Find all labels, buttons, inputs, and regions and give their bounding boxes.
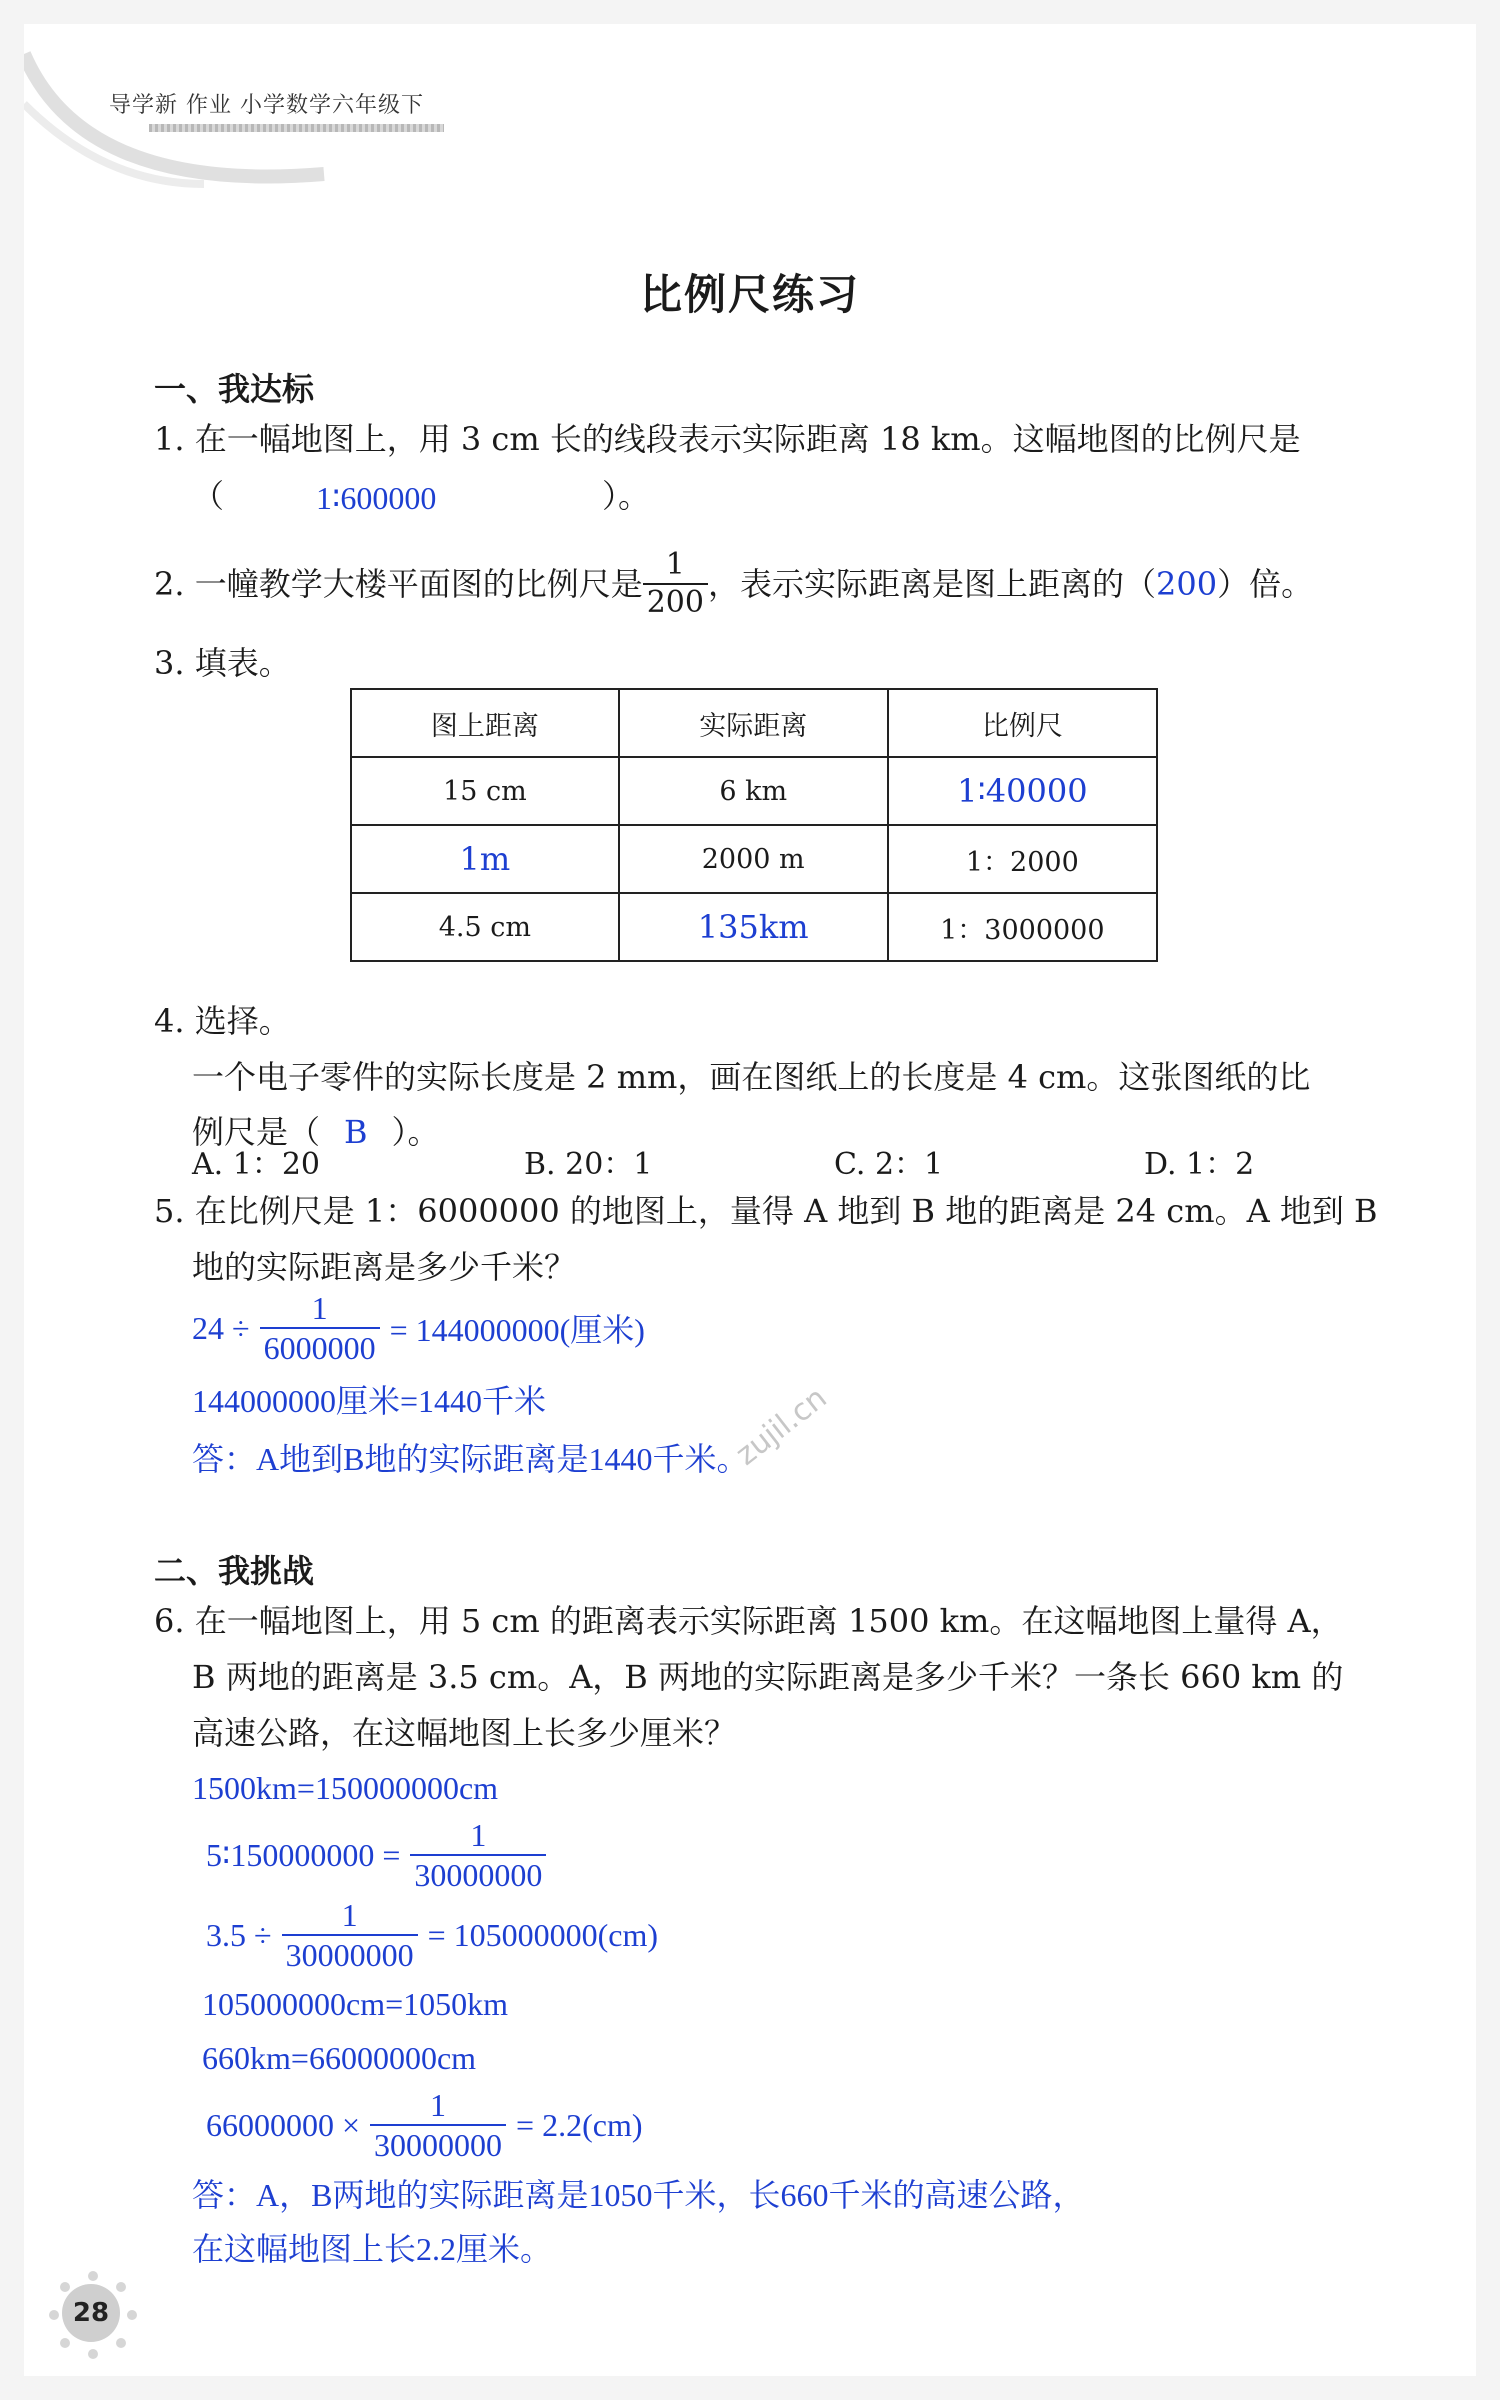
q6-line1: 6. 在一幅地图上，用 5 cm 的距离表示实际距离 1500 km。在这幅地图上量得 A， xyxy=(154,1602,1343,1640)
watermark: zujil.cn xyxy=(729,1380,834,1473)
q5-fraction xyxy=(260,1292,380,1364)
q6-line2: B 两地的距离是 3.5 cm。A，B 两地的实际距离是多少千米？一条长 660 km 的 xyxy=(192,1658,1344,1696)
q1-open-paren: （ xyxy=(192,477,225,515)
table-header-row xyxy=(351,689,1157,757)
q5-step1-prefix: 24 ÷ xyxy=(192,1309,250,1346)
table-cell: 2000 m xyxy=(619,825,888,893)
q6-answer-line1: 答：A，B两地的实际距离是1050千米，长660千米的高速公路， xyxy=(192,2177,1085,2213)
q6-step6-result: = 2.2(cm) xyxy=(516,2106,643,2143)
table-cell: 1：2000 xyxy=(888,825,1157,893)
q2-fraction xyxy=(643,547,708,620)
q6-step5: 660km=66000000cm xyxy=(202,2040,477,2076)
q6-step3-numerator: 1 xyxy=(341,1897,358,1933)
q6-step3 xyxy=(206,1894,658,1976)
table-cell: 1：3000000 xyxy=(888,893,1157,961)
q1-close-paren: ）。 xyxy=(602,477,651,515)
q6-step6-prefix: 66000000 × xyxy=(206,2106,361,2143)
q2-answer: 200 xyxy=(1156,565,1218,603)
q2-suffix: ）倍。 xyxy=(1217,565,1314,603)
q5-answer: 答：A地到B地的实际距离是1440千米。 xyxy=(192,1441,749,1477)
q4-line2-suffix: ）。 xyxy=(391,1113,440,1151)
table-header-cell: 比例尺 xyxy=(888,689,1157,757)
q3-label: 3. 填表。 xyxy=(154,644,291,682)
section-heading-1: 一、我达标 xyxy=(154,370,315,408)
q4-option-c: C. 2：1 xyxy=(834,1147,944,1182)
q6-answer-line2: 在这幅地图上长2.2厘米。 xyxy=(192,2231,553,2267)
table-header-cell: 实际距离 xyxy=(619,689,888,757)
page-number-badge xyxy=(48,2270,138,2360)
q5-step1 xyxy=(192,1288,645,1368)
q4-label: 4. 选择。 xyxy=(154,1002,291,1040)
q2-prefix: 2. 一幢教学大楼平面图的比例尺是 xyxy=(154,565,643,603)
q4-option-b: B. 20：1 xyxy=(524,1147,653,1182)
header-text: 导学新 作业 小学数学六年级下 xyxy=(109,93,424,118)
q6-step2-prefix: 5∶150000000 = xyxy=(206,1837,401,1873)
q2-fraction-numerator: 1 xyxy=(665,547,685,582)
table-cell: 15 cm xyxy=(351,757,619,825)
q6-step6-numerator: 1 xyxy=(430,2087,447,2123)
q4-line2-prefix: 例尺是（ xyxy=(192,1113,321,1151)
scale-table xyxy=(350,688,1158,962)
table-answer-cell: 1∶40000 xyxy=(888,757,1157,825)
worksheet-page xyxy=(24,24,1476,2376)
table-answer-cell: 135km xyxy=(619,893,888,961)
q5-fraction-numerator: 1 xyxy=(311,1290,328,1326)
q4-answer: B xyxy=(344,1113,368,1151)
q2-middle: ，表示实际距离是图上距离的（ xyxy=(707,565,1156,603)
table-cell: 4.5 cm xyxy=(351,893,619,961)
q6-line3: 高速公路，在这幅地图上长多少厘米？ xyxy=(192,1714,737,1752)
q6-step1: 1500km=150000000cm xyxy=(192,1770,499,1806)
table-row xyxy=(351,893,1157,961)
q6-step3-denominator: 30000000 xyxy=(282,1934,418,1971)
q4-option-a: A. 1：20 xyxy=(192,1147,320,1182)
q6-step6-fraction xyxy=(370,2089,506,2161)
q6-step2-numerator: 1 xyxy=(470,1817,487,1853)
table-row xyxy=(351,825,1157,893)
page-header xyxy=(24,24,724,224)
q5-step1-result: = 144000000(厘米) xyxy=(389,1312,645,1348)
section-heading-2: 二、我挑战 xyxy=(154,1552,315,1590)
table-header-cell: 图上距离 xyxy=(351,689,619,757)
q4-option-d: D. 1：2 xyxy=(1144,1147,1255,1182)
table-cell: 6 km xyxy=(619,757,888,825)
q1-text: 1. 在一幅地图上，用 3 cm 长的线段表示实际距离 18 km。这幅地图的比例尺是 xyxy=(154,420,1301,458)
q6-step4: 105000000cm=1050km xyxy=(202,1986,509,2022)
q6-step6-denominator: 30000000 xyxy=(370,2124,506,2161)
q2-line xyxy=(154,544,1313,624)
q5-fraction-denominator: 6000000 xyxy=(260,1327,380,1364)
page-title: 比例尺练习 xyxy=(639,270,860,319)
q2-fraction-denominator: 200 xyxy=(643,583,708,618)
q6-step6 xyxy=(206,2084,643,2166)
q6-step2-fraction xyxy=(410,1819,546,1891)
table-answer-cell: 1m xyxy=(351,825,619,893)
q5-line2: 地的实际距离是多少千米？ xyxy=(192,1248,577,1286)
q6-step3-prefix: 3.5 ÷ xyxy=(206,1916,272,1953)
q6-step2 xyxy=(206,1814,546,1896)
q6-step3-fraction xyxy=(282,1899,418,1971)
q5-line1: 5. 在比例尺是 1：6000000 的地图上，量得 A 地到 B 地的距离是 24 cm。A 地到 B xyxy=(154,1192,1378,1230)
table-row xyxy=(351,757,1157,825)
q5-step2: 144000000厘米=1440千米 xyxy=(192,1383,547,1419)
q1-answer: 1∶600000 xyxy=(316,480,437,516)
header-bar xyxy=(149,124,444,132)
page-number: 28 xyxy=(62,2284,120,2342)
q6-step2-denominator: 30000000 xyxy=(410,1854,546,1891)
q6-step3-result: = 105000000(cm) xyxy=(427,1916,659,1953)
q4-line1: 一个电子零件的实际长度是 2 mm，画在图纸上的长度是 4 cm。这张图纸的比 xyxy=(192,1058,1311,1096)
